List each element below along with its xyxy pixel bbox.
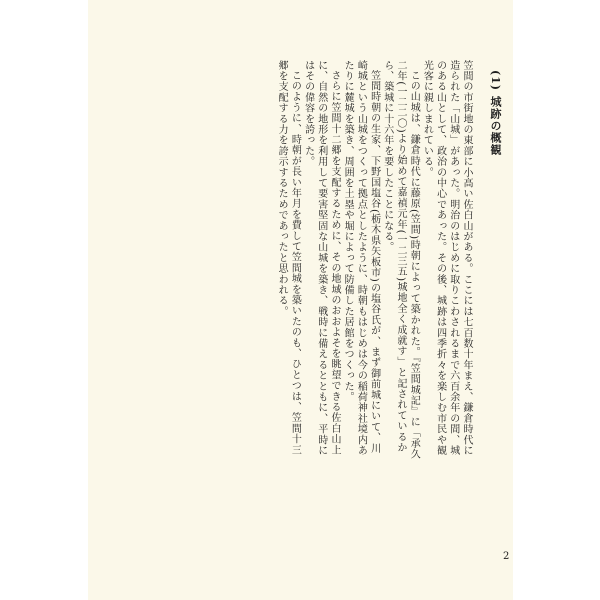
body-text — [275, 60, 473, 460]
book-page — [88, 0, 513, 600]
paragraph-5: このように、時朝が長い年月を費して笠間城を築いたのも、ひとつは、笠間十三郷を支配する力を誇示するためであったと思われる。 — [276, 60, 301, 456]
page-number: 2 — [503, 551, 510, 562]
paragraph-3: 笠間時朝の生家、下野国塩谷(栃木県矢板市)の塩谷氏が、まず御前城にいて、川崎城という山城をつくって拠点としたように、時朝もはじめは今の稲荷神社境内あたりに麓城を築き、周囲を土塁や堀によって防備した居館をつくった。 — [342, 60, 380, 456]
paragraph-1: 笠間の市街地の東部に小高い佐白山がある。ここには七百数十年まえ、鎌倉時代に造られた「山城」があった。明治のはじめに取りこわされるまで六百余年の間、城のある山として、政治の中心であった。その後、城跡は四季折々を楽しむ市民や観光客に親しまれている。 — [421, 60, 472, 456]
paragraph-4: さらに笠間十二郷を支配するために、その地域のおおよそを眺望できる佐白山上に、自然の地形を利用して要害堅固な山城を築き、戦時に備えるとともに、平時にはその偉容を誇った。 — [302, 60, 340, 456]
section-heading: (1) 城跡の概観 — [489, 70, 502, 156]
paragraph-2: この山城は、鎌倉時代に藤原(笠間)時朝によって築かれた。『笠間城記』に「承久二年(一二二〇)より始めて嘉禎元年(一二三五)城地全く成就す」と記されているから、築城に十六年を要したことになる。 — [381, 60, 420, 460]
